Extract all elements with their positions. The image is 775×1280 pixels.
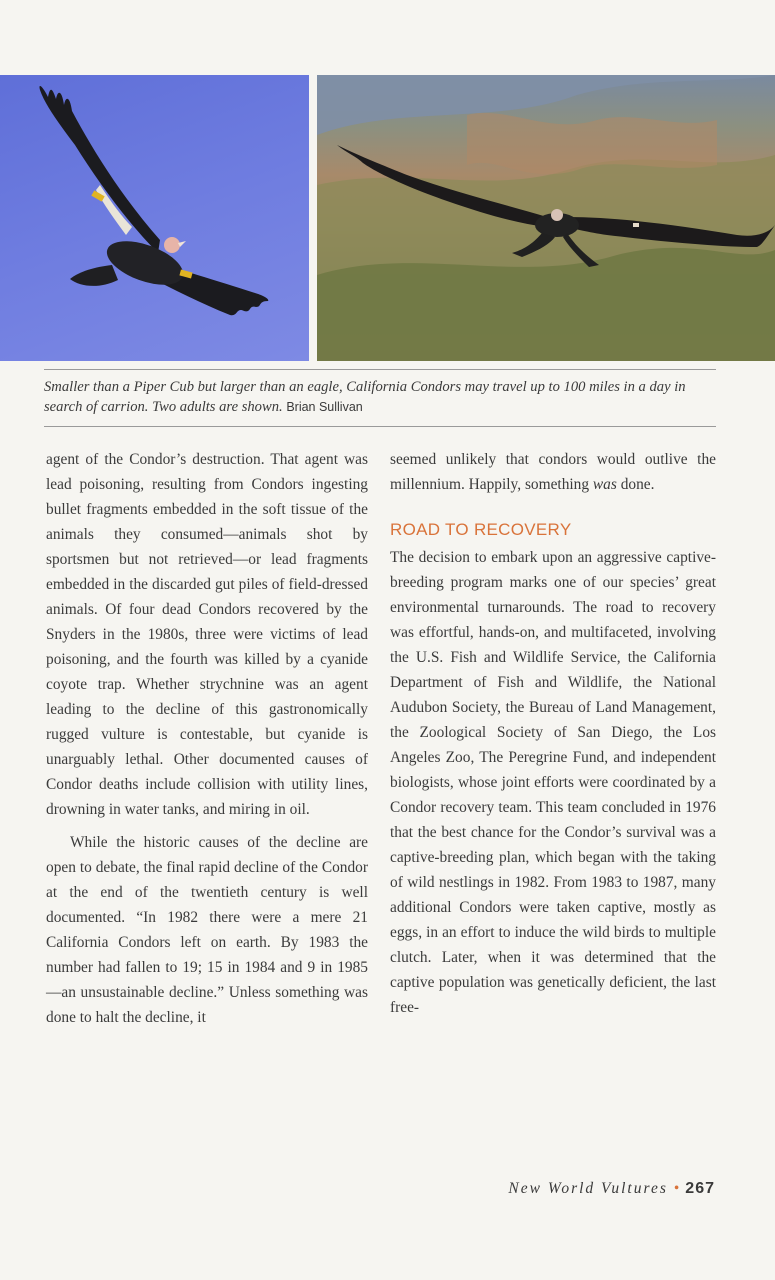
caption-text: Smaller than a Piper Cub but larger than an eagle, California Condors may travel up to 100 miles in a day in search of carrion. Two adults are shown.	[44, 379, 686, 415]
left-column	[46, 447, 368, 1030]
paragraph-text-end: done.	[616, 476, 655, 493]
photo-condor-sky	[0, 75, 309, 361]
body-paragraph-2: While the historic causes of the decline are open to debate, the final rapid decline of the Condor at the end of the twentieth century is well documented. “In 1982 there were a mere 21 California Condors left on earth. By 1983 the number had fallen to 19; 15 in 1984 and 9 in 1985—an unsustainable decline.” Unless something was done to halt the decline, it	[46, 834, 368, 1026]
right-column	[390, 447, 716, 1020]
footer-bullet: •	[673, 1180, 680, 1197]
photo-condor-hills	[317, 75, 775, 361]
paragraph-text-start: seemed unlikely that condors would outlive the millennium. Happily, something	[390, 451, 716, 493]
caption-bottom-rule	[44, 426, 716, 427]
photo-caption	[44, 377, 724, 417]
photo-credit: Brian Sullivan	[286, 400, 363, 414]
body-paragraph-1: agent of the Condor’s destruction. That agent was lead poisoning, resulting from Condors ingesting bullet fragments embedded in the soft tissue of the animals they consumed—animals shot by sportsmen but not retrieved—or lead fragments embedded in the discarded gut piles of field-dressed animals. Of four dead Condors recovered by the Snyders in the 1980s, three were victims of lead poisoning, and the fourth was killed by a cyanide coyote trap. Whether strychnine was an agent leading to the decline of this gastronomically rugged vulture is contestable, but cyanide is unarguably lethal. Other documented causes of Condor deaths include collision with utility lines, drowning in water tanks, and miring in oil.	[46, 451, 368, 818]
section-heading: ROAD TO RECOVERY	[390, 520, 572, 539]
page-number: 267	[685, 1180, 715, 1197]
page-footer	[508, 1180, 715, 1198]
running-head: New World Vultures	[508, 1180, 668, 1197]
caption-top-rule	[44, 369, 716, 370]
condor-sky-illustration	[0, 75, 309, 361]
condor-hills-illustration	[317, 75, 775, 361]
paragraph-emphasis: was	[592, 476, 617, 493]
body-paragraph-continued	[390, 447, 716, 497]
body-paragraph-road-to-recovery: The decision to embark upon an aggressive captive-breeding program marks one of our species’ great environmental turnarounds. The road to recovery was effortful, hands-on, and multifaceted, involving the U.S. Fish and Wildlife Service, the California Department of Fish and Wildlife, the National Audubon Society, the Bureau of Land Management, the Zoological Society of San Diego, the Los Angeles Zoo, The Peregrine Fund, and independent biologists, whose joint efforts were coordinated by a Condor recovery team. This team concluded in 1976 that the best chance for the Condor’s survival was a captive-breeding plan, which began with the taking of wild nestlings in 1982. From 1983 to 1987, many additional Condors were taken captive, mostly as eggs, in an effort to induce the wild birds to multiple clutch. Later, when it was determined that the captive population was genetically deficient, the last free-	[390, 549, 716, 1016]
